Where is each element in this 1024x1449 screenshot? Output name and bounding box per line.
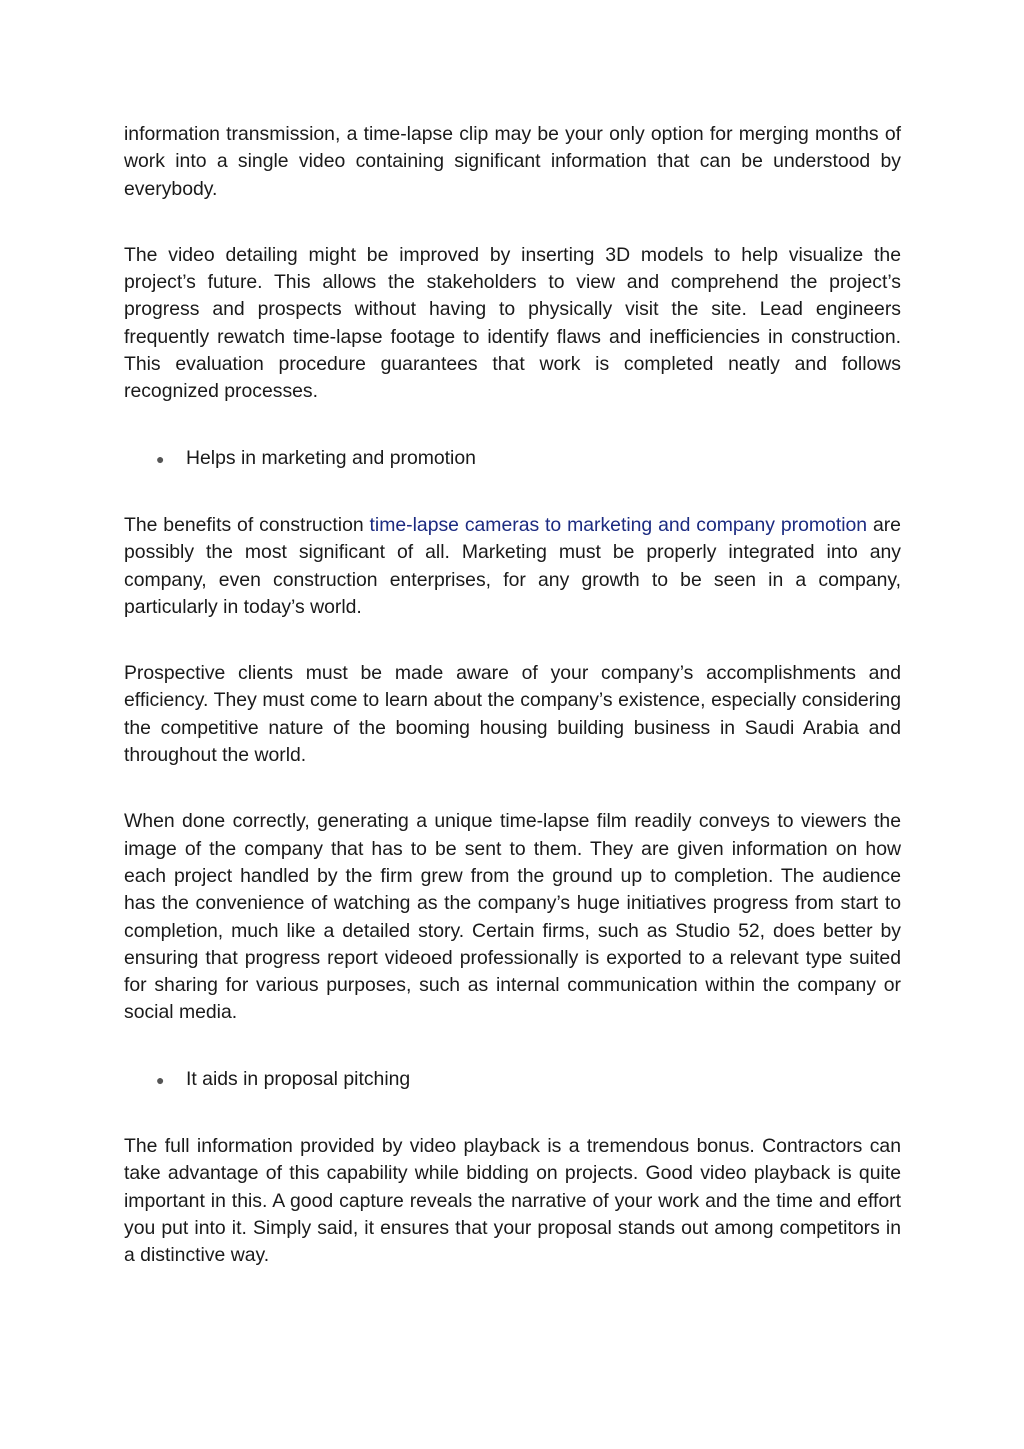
benefits-text-start: The benefits of construction [124,513,370,536]
paragraph-prospective-clients: Prospective clients must be made aware of your company’s accomplishments and efficiency. They must come to learn about the company’s existence, especially considering the competitive nature of the booming housing building business in Saudi Arabia and throughout the world. [124,662,901,767]
paragraph-benefits [124,512,901,621]
bullet-dot-icon: ● [156,1071,165,1088]
link-time-lapse-marketing[interactable]: time-lapse cameras to marketing and company promotion [369,513,868,536]
bullet-label-proposal: It aids in proposal pitching [186,1067,411,1090]
benefits-text-end: are possibly the most significant of all. Marketing must be properly integrated into any company, even construction enterprises, for any growth to be seen in a company, particularly in today’s world. [124,513,901,618]
bullet-label-marketing: Helps in marketing and promotion [186,446,476,469]
paragraph-3d-models: The video detailing might be improved by inserting 3D models to help visualize the project’s future. This allows the stakeholders to view and comprehend the project’s progress and prospects without having to physically visit the site. Lead engineers frequently rewatch time-lapse footage to identify flaws and inefficiencies in construction. This evaluation procedure guarantees that work is completed neatly and follows recognized processes. [124,243,901,403]
document-page [124,121,901,1309]
bullet-item-marketing [156,445,901,473]
bullet-dot-icon: ● [156,450,165,467]
paragraph-video-playback: The full information provided by video playback is a tremendous bonus. Contractors can take advantage of this capability while bidding on projects. Good video playback is quite important in this. A good capture reveals the narrative of your work and the time and effort you put into it. Simply said, it ensures that your proposal stands out among competitors in a distinctive way. [124,1135,901,1267]
paragraph-transmission: information transmission, a time-lapse clip may be your only option for merging months of work into a single video containing significant information that can be understood by everybody. [124,123,901,200]
paragraph-done-correctly: When done correctly, generating a unique time-lapse film readily conveys to viewers the image of the company that has to be sent to them. They are given information on how each project handled by the firm grew from the ground up to completion. The audience has the convenience of watching as the company’s huge initiatives progress from start to completion, much like a detailed story. Certain firms, such as Studio 52, does better by ensuring that progress report videoed professionally is exported to a relevant type suited for sharing for various purposes, such as internal communication within the company or social media. [124,810,901,1024]
bullet-item-proposal [156,1066,901,1094]
